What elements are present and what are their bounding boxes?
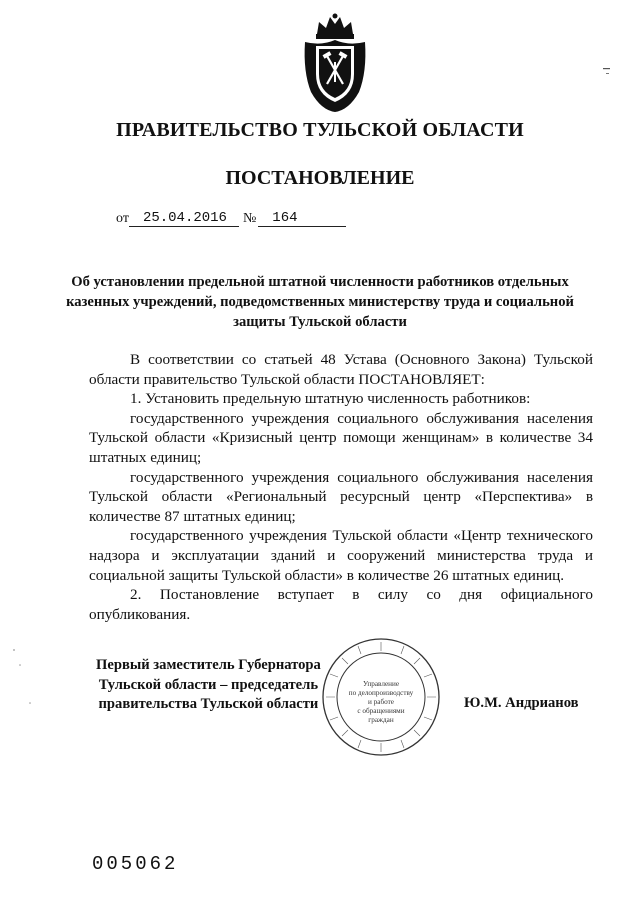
body-paragraph: государственного учреждения социального обслуживания населения Тульской области «Кризисный центр помощи женщинам» в количестве 34 штатных единиц; xyxy=(89,409,593,466)
official-stamp xyxy=(320,636,442,758)
signer-position-line: Первый заместитель Губернатора xyxy=(96,657,321,673)
stamp-text: Управление xyxy=(362,680,400,688)
signer-position xyxy=(96,656,321,715)
signer-position-line: правительства Тульской области xyxy=(98,696,319,712)
signer-name: Ю.М. Андрианов xyxy=(464,695,579,711)
document-body xyxy=(89,350,593,624)
document-number: 164 xyxy=(258,210,346,227)
stamp-text: с обращениями xyxy=(357,707,405,715)
document-serial-number: 005062 xyxy=(92,853,179,875)
date-prefix: от xyxy=(116,211,129,226)
document-type: ПОСТАНОВЛЕНИЕ xyxy=(225,167,415,189)
document-subject: Об установлении предельной штатной численности работников отдельных казенных учреждений, подведомственных министерству труда и социальной защиты Тульской области xyxy=(66,274,574,330)
date-number-line xyxy=(116,210,346,227)
government-title: ПРАВИТЕЛЬСТВО ТУЛЬСКОЙ ОБЛАСТИ xyxy=(116,119,524,141)
body-paragraph: государственного учреждения Тульской области «Центр технического надзора и эксплуатации зданий и сооружений министерства труда и социальной защиты Тульской области» в количестве 26 штатных единиц. xyxy=(89,527,593,584)
body-paragraph: 2. Постановление вступает в силу со дня официального опубликования. xyxy=(89,586,593,623)
stamp-text: граждан xyxy=(368,716,394,724)
coat-of-arms-icon xyxy=(297,12,373,114)
body-paragraph: В соответствии со статьей 48 Устава (Основного Закона) Тульской области правительство Тульской области ПОСТАНОВЛЯЕТ: xyxy=(89,351,593,388)
body-paragraph: государственного учреждения социального обслуживания населения Тульской области «Региональный ресурсный центр «Перспектива» в количестве 87 штатных единиц; xyxy=(89,468,593,525)
signer-position-line: Тульской области – председатель xyxy=(98,676,319,693)
number-prefix: № xyxy=(242,211,257,226)
stamp-text: и работе xyxy=(368,698,394,706)
body-paragraph: 1. Установить предельную штатную численность работников: xyxy=(130,390,531,408)
stamp-text: по делопроизводству xyxy=(348,689,414,697)
document-date: 25.04.2016 xyxy=(129,210,239,227)
